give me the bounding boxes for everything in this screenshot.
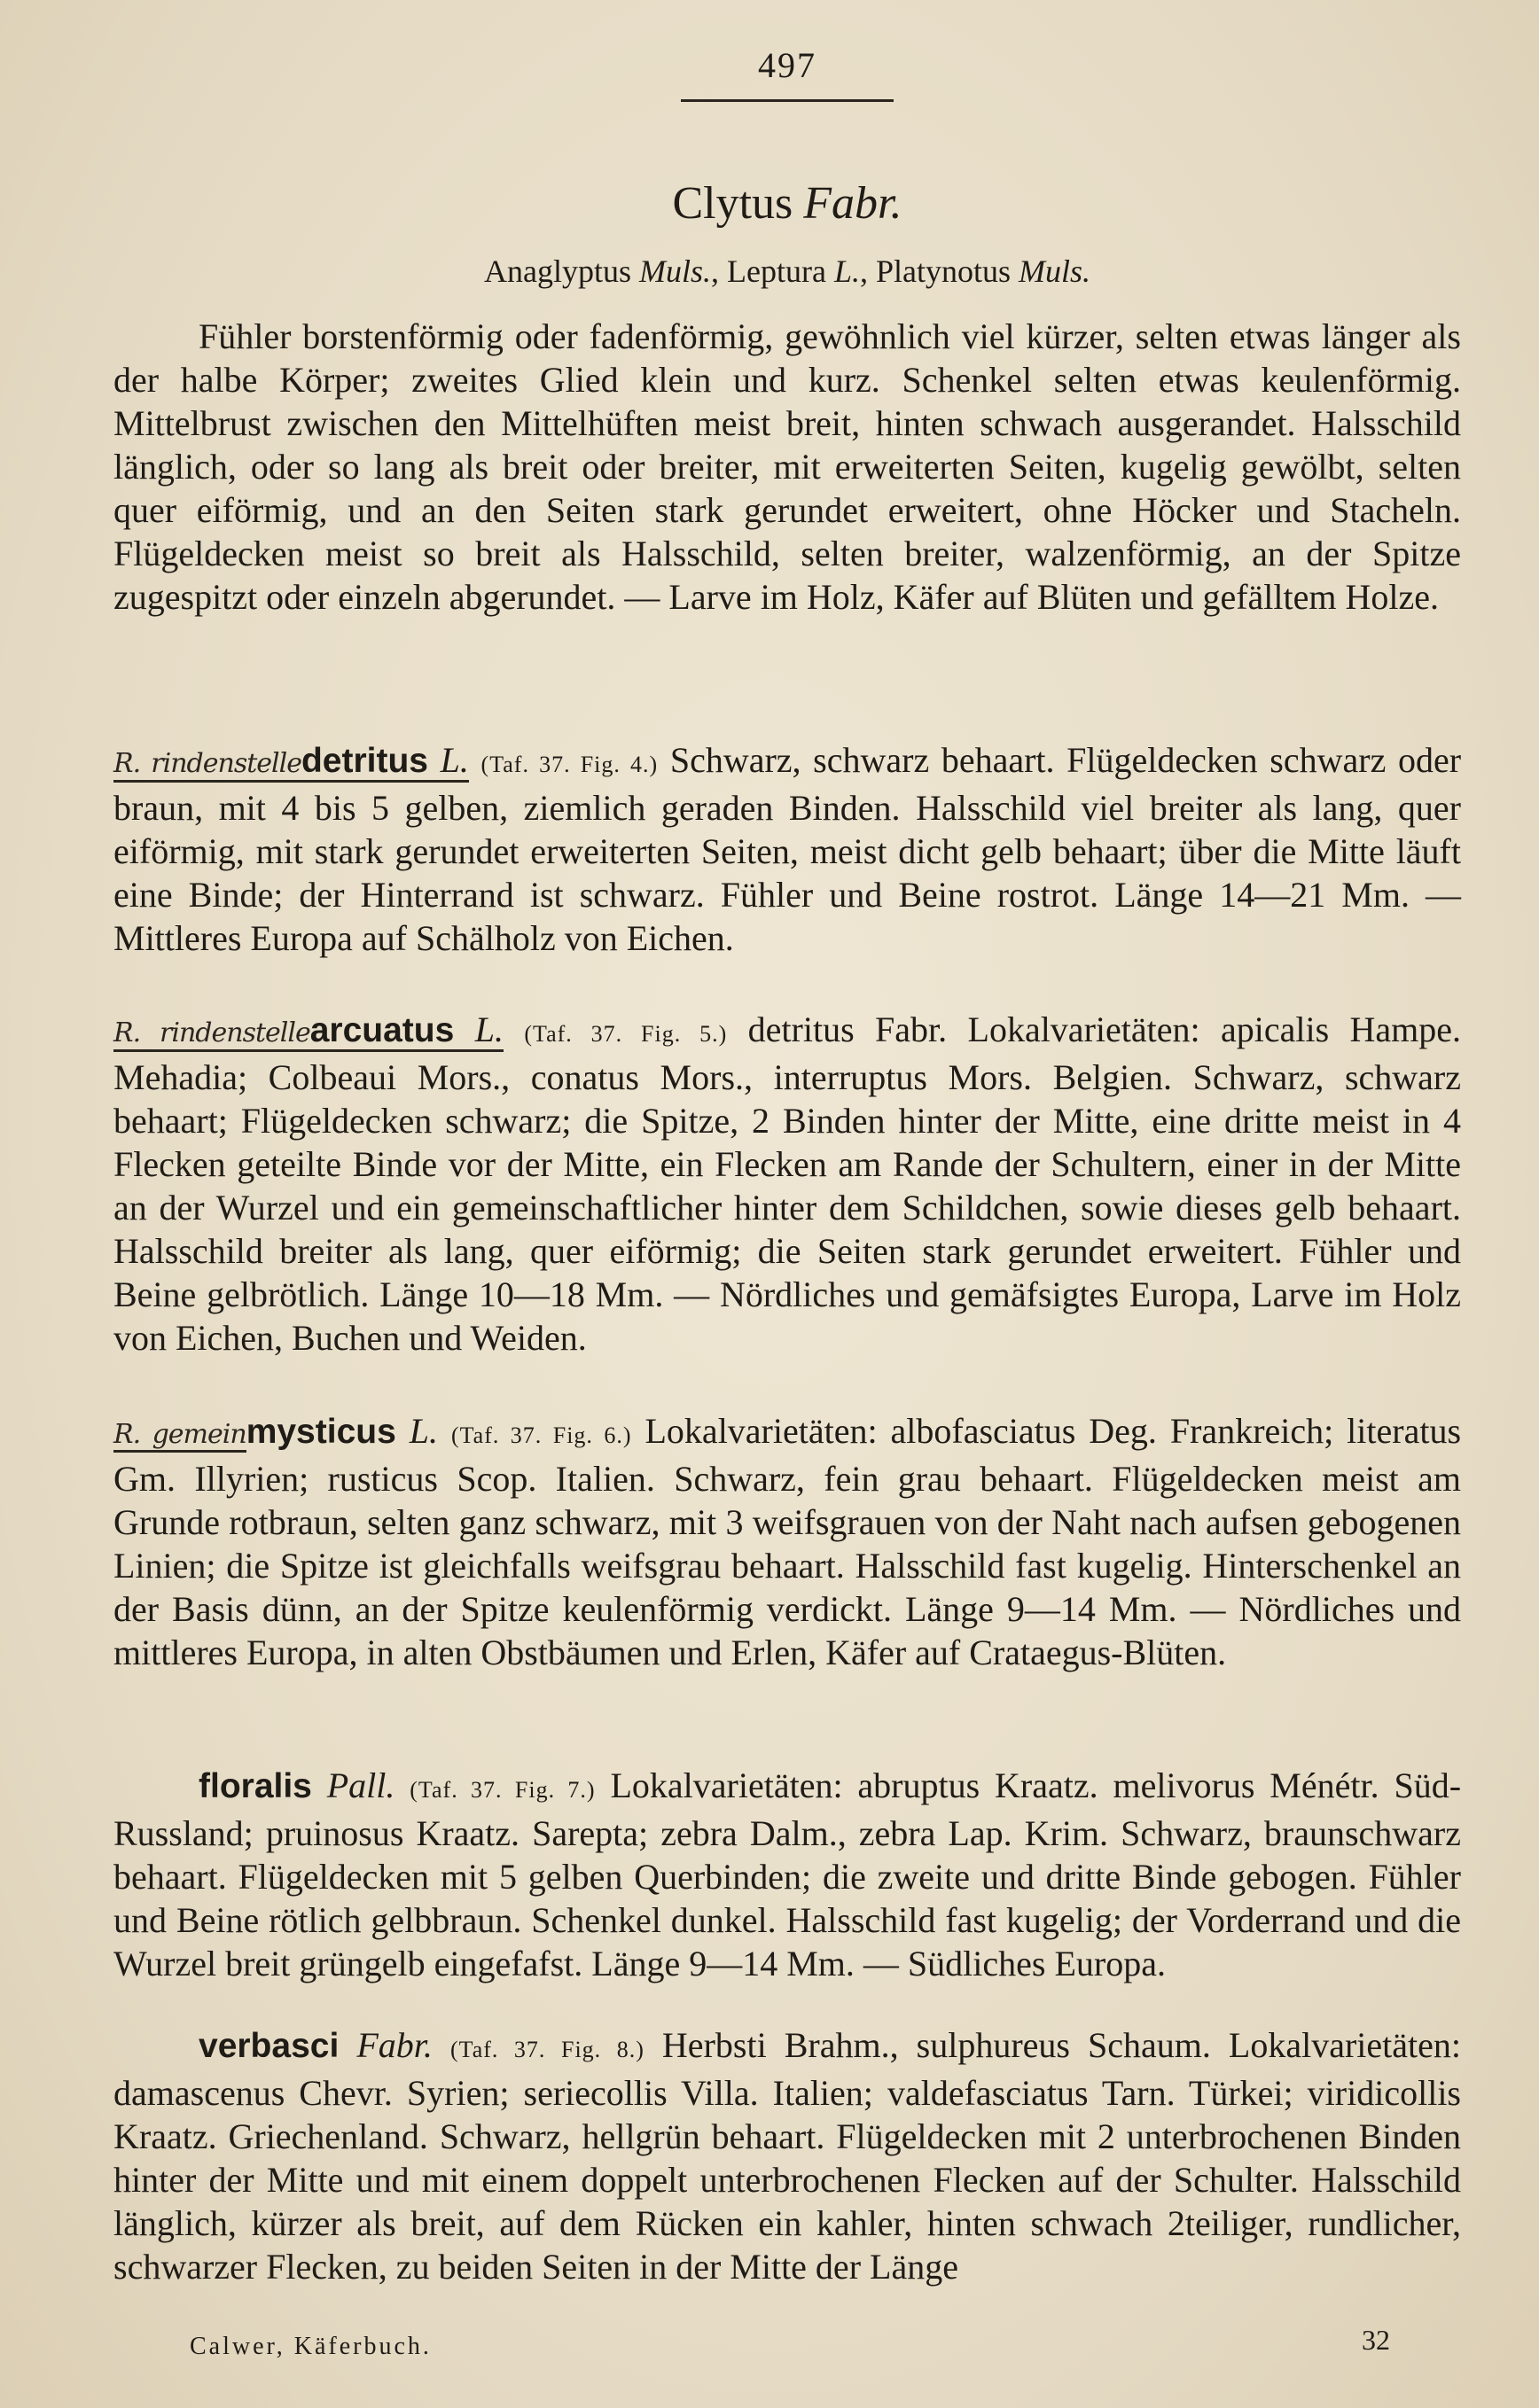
book-page <box>113 0 1461 2408</box>
genus-description: Fühler borstenförmig oder fadenförmig, gewöhnlich viel kürzer, selten etwas länger als der halbe Körper; zweites Glied klein und kurz. Schenkel selten etwas keulenförmig. Mittelbrust zwischen den Mittelhüften meist breit, hinten schwach ausgerandet. Halsschild länglich, oder so lang als breit oder breiter, mit erweiterten Seiten, kugelig gewölbt, selten quer eiförmig, und an den Seiten stark gerundet erweitert, ohne Höcker und Stacheln. Flügeldecken meist so breit als Halsschild, selten breiter, walzenförmig, an der Spitze zugespitzt oder einzeln abgerundet. — Larve im Holz, Käfer auf Blüten und gefälltem Holze. <box>113 316 1461 617</box>
genus-synonyms <box>113 253 1461 290</box>
species-name: floralis <box>199 1767 312 1805</box>
species-name: detritus <box>301 742 428 780</box>
handwritten-annotation: R. rindenstelle <box>113 1017 310 1048</box>
handwritten-annotation: R. gemein <box>113 1419 246 1453</box>
synonym-separator: , <box>859 253 876 289</box>
species-entry <box>113 738 1461 960</box>
plate-reference: (Taf. 37. Fig. 8.) <box>449 2037 645 2062</box>
species-name: verbasci <box>199 2027 340 2065</box>
synonym-author: L. <box>833 253 860 289</box>
species-entry <box>113 1008 1461 1360</box>
plate-reference: (Taf. 37. Fig. 4.) <box>480 752 659 777</box>
synonym-name: Anaglyptus <box>484 253 631 289</box>
species-entry <box>113 2023 1461 2288</box>
handwritten-annotation: R. rindenstelle <box>113 748 301 779</box>
species-author: Pall. <box>326 1765 395 1805</box>
species-entry <box>113 1764 1461 1985</box>
species-description: Lokalvarietäten: abruptus Kraatz. melivorus Ménétr. Süd-Russland; pruinosus Kraatz. Sarepta; zebra Dalm., zebra Lap. Krim. Schwarz, braunschwarz behaart. Flügeldecken mit 5 gelben Querbinden; die zweite und dritte Binde gebogen. Fühler und Beine rötlich gelbbraun. Schenkel dunkel. Halsschild fast kugelig; der Vorderrand und die Wurzel breit grüngelb eingefafst. Länge 9—14 Mm. — Südliches Europa. <box>113 1765 1462 1983</box>
synonym-separator: , <box>711 253 727 289</box>
species-description: Schwarz, schwarz behaart. Flügeldecken schwarz oder braun, mit 4 bis 5 gelben, ziemlich geraden Binden. Halsschild viel breiter als lang, quer eiförmig, mit stark gerundet erweiterten Seiten, meist dicht gelb behaart; über die Mitte läuft eine Binde; der Hinterrand ist schwarz. Fühler und Beine rostrot. Länge 14—21 Mm. — Mittleres Europa auf Schälholz von Eichen. <box>113 740 1462 958</box>
species-author: L. <box>409 1411 438 1451</box>
footer-book-title: Calwer, Käferbuch. <box>190 2333 432 2360</box>
header-rule <box>681 99 894 102</box>
species-description: Lokalvarietäten: albofasciatus Deg. Frankreich; literatus Gm. Illyrien; rusticus Scop. Italien. Schwarz, fein grau behaart. Flügeldecken meist am Grunde rotbraun, selten ganz schwarz, mit 3 weifsgrauen von der Naht nach aufsen gebogenen Linien; die Spitze ist gleichfalls weifsgrau behaart. Halsschild fast kugelig. Hinterschenkel an der Basis dünn, an der Spitze keulenförmig verdickt. Länge 9—14 Mm. — Nördliches und mittleres Europa, in alten Obstbäumen und Erlen, Käfer auf Crataegus-Blüten. <box>113 1411 1462 1672</box>
species-entry <box>113 1409 1461 1674</box>
species-author: L. <box>440 740 469 780</box>
plate-reference: (Taf. 37. Fig. 5.) <box>524 1021 728 1047</box>
synonym-author: Muls. <box>1018 253 1090 289</box>
genus-title <box>113 177 1461 230</box>
species-author: Fabr. <box>356 2025 433 2065</box>
species-author: L. <box>474 1009 504 1049</box>
plate-reference: (Taf. 37. Fig. 7.) <box>410 1777 596 1803</box>
species-name: arcuatus <box>309 1011 455 1049</box>
genus-author: Fabr. <box>803 178 902 229</box>
plate-reference: (Taf. 37. Fig. 6.) <box>450 1422 632 1448</box>
species-name: mysticus <box>246 1413 396 1451</box>
species-heading <box>113 1009 504 1052</box>
footer-signature-mark: 32 <box>1362 2324 1390 2356</box>
species-heading <box>199 1765 395 1805</box>
species-description: detritus Fabr. Lokalvarietäten: apicalis Hampe. Mehadia; Colbeaui Mors., conatus Mors., interruptus Mors. Belgien. Schwarz, schwarz behaart; Flügeldecken schwarz; die Spitze, 2 Binden hinter der Mitte, eine dritte meist in 4 Flecken geteilte Binde vor der Mitte, ein Flecken am Rande der Schultern, einer in der Mitte an der Wurzel und ein gemeinschaftlicher hinter dem Schildchen, sowie dieses gelb behaart. Halsschild breiter als lang, quer eiförmig; die Seiten stark gerundet erweitert. Fühler und Beine gelbrötlich. Länge 10—18 Mm. — Nördliches und gemäfsigtes Europa, Larve im Holz von Eichen, Buchen und Weiden. <box>113 1009 1462 1358</box>
species-heading <box>199 2025 433 2065</box>
page-number: 497 <box>758 45 816 85</box>
synonym-author: Muls. <box>639 253 711 289</box>
genus-name: Clytus <box>672 178 793 229</box>
species-heading <box>113 1411 438 1451</box>
species-heading <box>113 740 469 783</box>
species-description: Herbsti Brahm., sulphureus Schaum. Lokalvarietäten: damascenus Chevr. Syrien; seriecollis Villa. Italien; valdefasciatus Tarn. Türkei; viridicollis Kraatz. Griechenland. Schwarz, hellgrün behaart. Flügeldecken mit 2 unterbrochenen Binden hinter der Mitte und mit einem doppelt unterbrochenen Flecken auf der Schulter. Halsschild länglich, kürzer als breit, auf dem Rücken ein kahler, hinten schwach 2teiliger, rundlicher, schwarzer Flecken, zu beiden Seiten in der Mitte der Länge <box>113 2025 1462 2287</box>
synonym-name: Leptura <box>727 253 826 289</box>
synonym-name: Platynotus <box>875 253 1011 289</box>
